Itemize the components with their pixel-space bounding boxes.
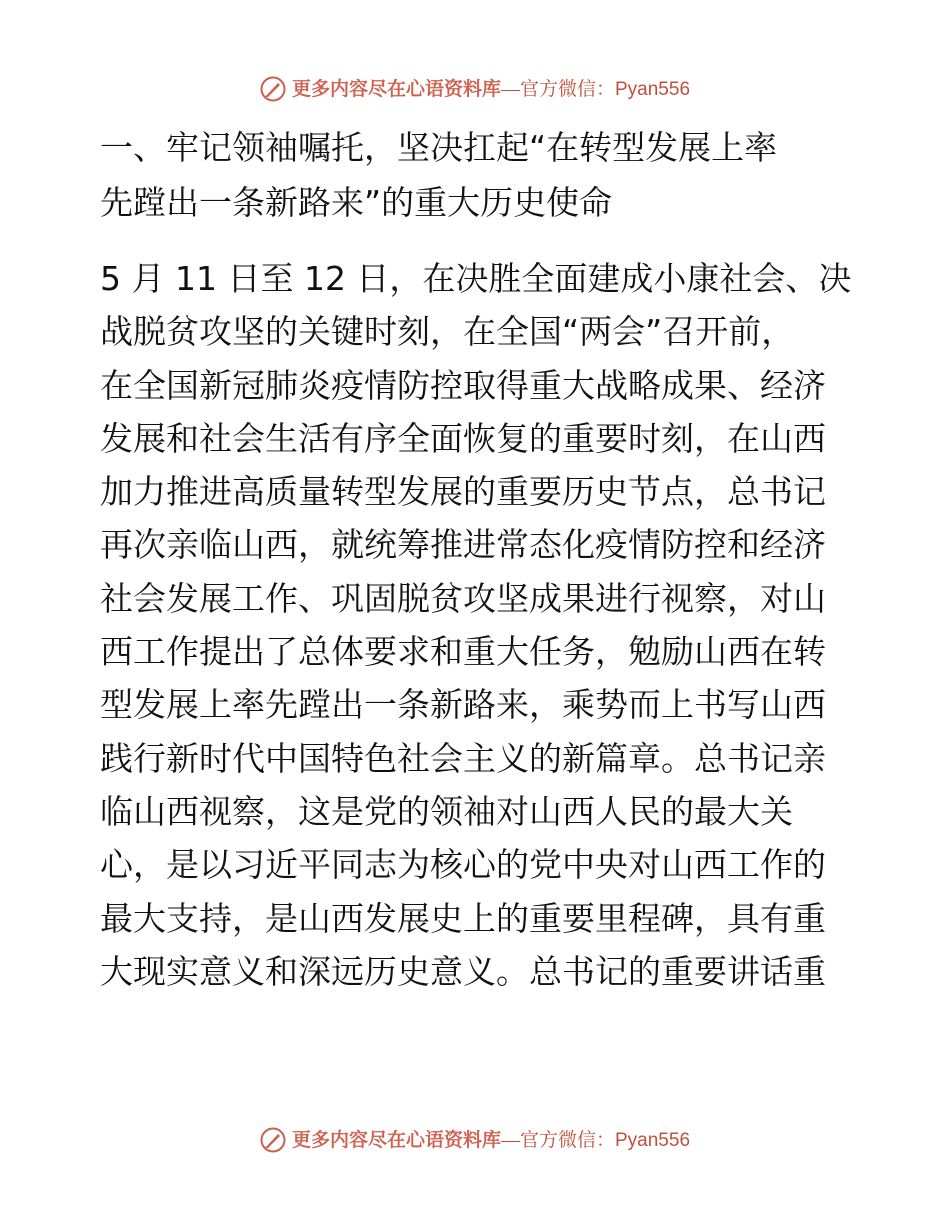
heading-line: 先蹚出一条新路来”的重大历史使命 bbox=[100, 183, 613, 222]
banner-brand-text: 更多内容尽在心语资料库 bbox=[291, 1129, 501, 1151]
paragraph-line: 临山西视察，这是党的领袖对山西人民的最大关 bbox=[100, 791, 793, 831]
quill-pen-icon bbox=[260, 76, 286, 102]
paragraph-line: 践行新时代中国特色社会主义的新篇章。总书记亲 bbox=[100, 738, 826, 778]
quill-pen-icon bbox=[260, 1127, 286, 1153]
paragraph-line: 战脱贫攻坚的关键时刻，在全国“两会”召开前， bbox=[100, 312, 795, 352]
header-watermark-banner bbox=[0, 76, 950, 104]
banner-wechat-id: Pyan556 bbox=[615, 79, 691, 100]
paragraph-line: 再次亲临山西，就统筹推进常态化疫情防控和经济 bbox=[100, 525, 826, 565]
footer-watermark-banner bbox=[0, 1127, 950, 1155]
banner-wechat-id: Pyan556 bbox=[615, 1130, 691, 1151]
paragraph-line: 在全国新冠肺炎疫情防控取得重大战略成果、经济 bbox=[100, 365, 826, 405]
paragraph-line: 社会发展工作、巩固脱贫攻坚成果进行视察，对山 bbox=[100, 578, 826, 618]
paragraph-line: 心，是以习近平同志为核心的党中央对山西工作的 bbox=[100, 845, 826, 885]
banner-wechat-label: 官方微信： bbox=[519, 1129, 615, 1151]
section-heading bbox=[100, 120, 860, 230]
paragraph-line: 发展和社会生活有序全面恢复的重要时刻，在山西 bbox=[100, 418, 826, 458]
paragraph-line: 大现实意义和深远历史意义。总书记的重要讲话重 bbox=[100, 951, 826, 991]
heading-line: 一、牢记领袖嘱托，坚决扛起“在转型发展上率 bbox=[100, 128, 778, 167]
banner-brand-text: 更多内容尽在心语资料库 bbox=[291, 78, 501, 100]
banner-dash: — bbox=[500, 1130, 520, 1151]
paragraph-line: 5 月 11 日至 12 日，在决胜全面建成小康社会、决 bbox=[100, 259, 852, 298]
paragraph-line: 最大支持，是山西发展史上的重要里程碑，具有重 bbox=[100, 898, 826, 938]
banner-wechat-label: 官方微信： bbox=[519, 78, 615, 100]
paragraph-line: 西工作提出了总体要求和重大任务，勉励山西在转 bbox=[100, 632, 826, 672]
body-paragraph bbox=[100, 252, 860, 998]
paragraph-line: 型发展上率先蹚出一条新路来，乘势而上书写山西 bbox=[100, 685, 826, 725]
paragraph-line: 加力推进高质量转型发展的重要历史节点，总书记 bbox=[100, 472, 826, 512]
banner-dash: — bbox=[500, 79, 520, 100]
